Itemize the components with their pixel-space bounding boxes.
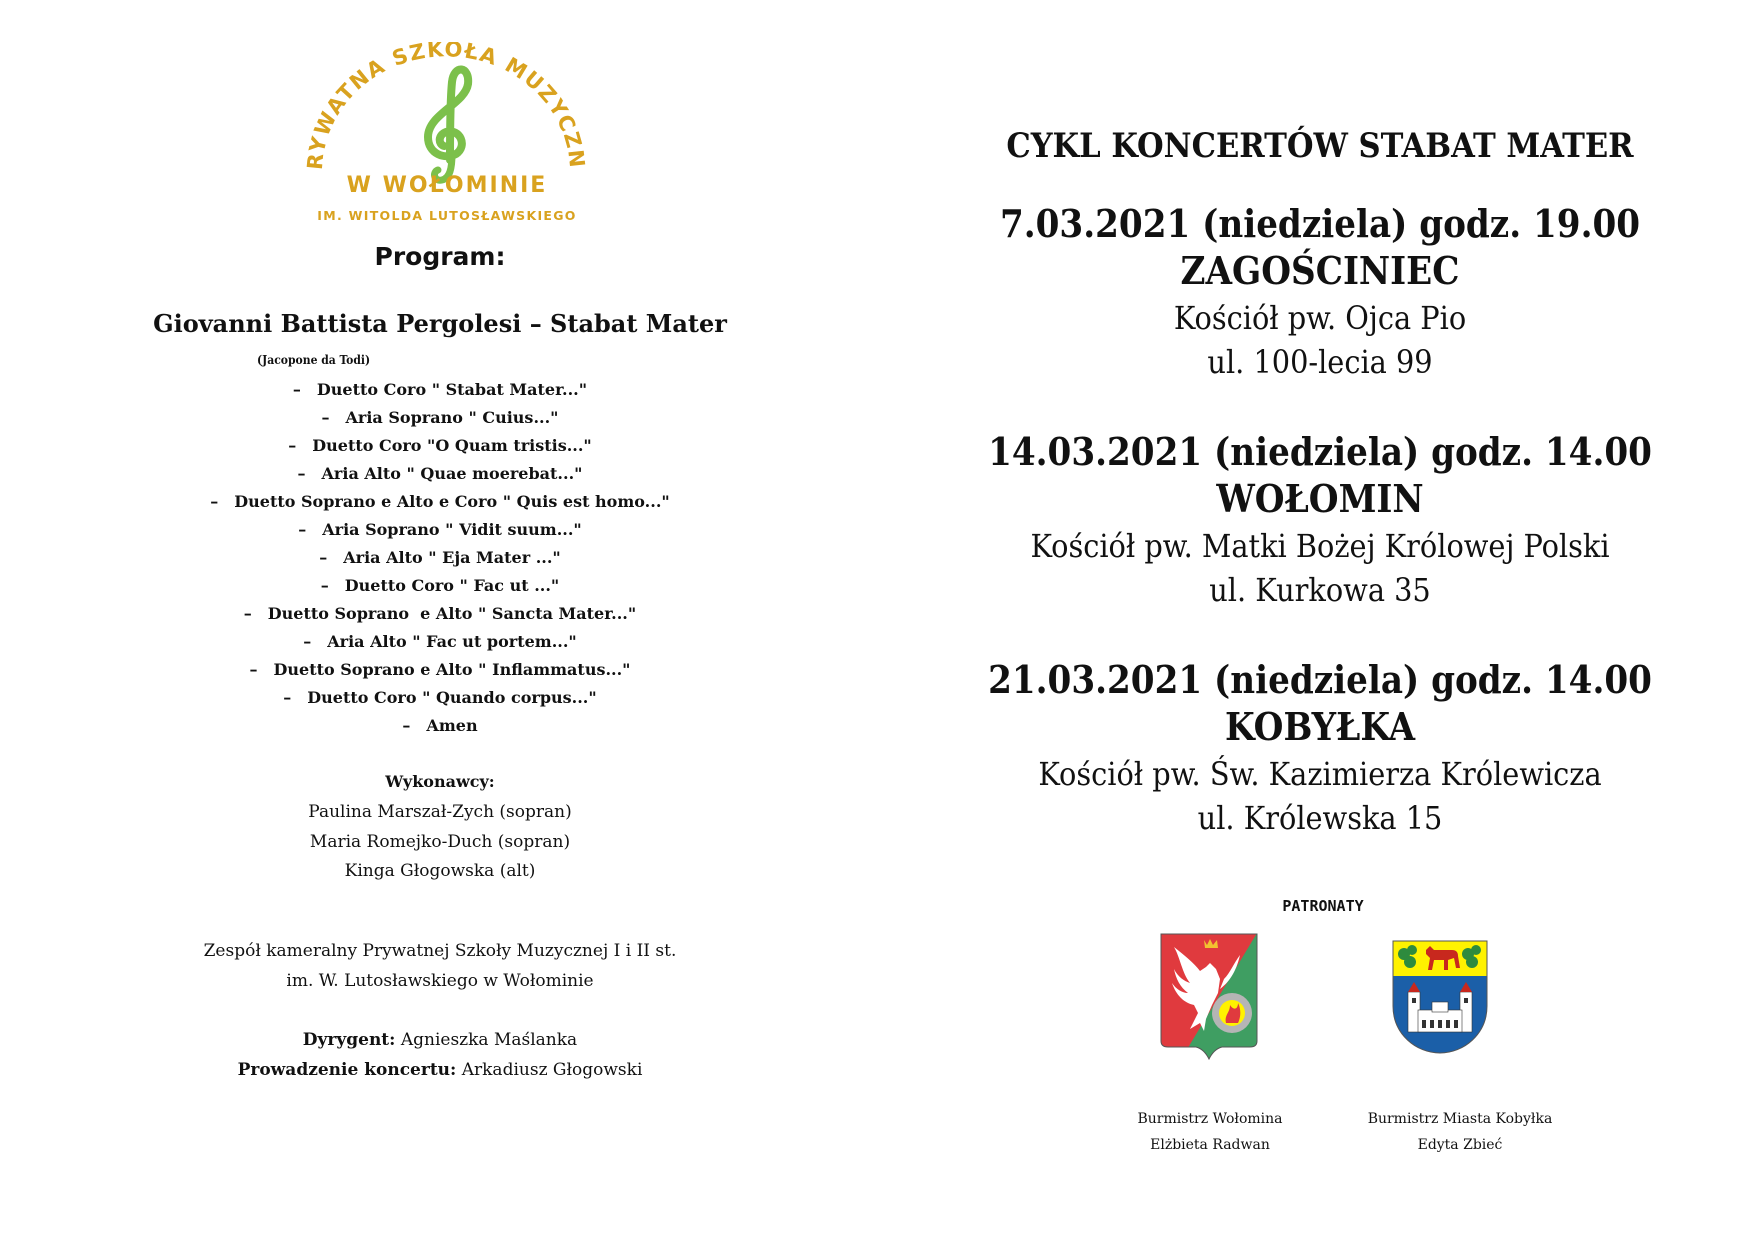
ensemble-line: im. W. Lutosławskiego w Wołominie [286, 970, 594, 991]
patron-title: Burmistrz Miasta Kobyłka [1367, 1111, 1553, 1127]
wolomin-coat-of-arms-icon [1160, 933, 1258, 1061]
school-logo-graphic [300, 42, 595, 227]
series-title: CYKL KONCERTÓW STABAT MATER [1006, 126, 1634, 166]
movement-text: Aria Alto " Eja Mater ..." [343, 548, 561, 567]
movement-text: Duetto Coro " Fac ut ..." [344, 576, 560, 595]
event-date: 7.03.2021 (niedziela) godz. 19.00 [999, 201, 1641, 246]
logo-patron-text: IM. WITOLDA LUTOSŁAWSKIEGO [317, 208, 577, 223]
school-logo [300, 42, 595, 227]
event-date: 21.03.2021 (niedziela) godz. 14.00 [988, 657, 1652, 702]
movement-text: Duetto Coro " Stabat Mater..." [316, 380, 588, 399]
list-dash: – [402, 716, 411, 735]
performer: Kinga Głogowska (alt) [344, 861, 536, 881]
host-line [140, 1055, 740, 1085]
lyricist: (Jacopone da Todi) [257, 353, 371, 367]
list-dash: – [292, 380, 301, 399]
patron-kobylka [1330, 1106, 1590, 1158]
movement-item [100, 488, 780, 516]
performers-list [190, 798, 690, 887]
list-dash: – [303, 632, 312, 651]
list-dash: – [249, 660, 258, 679]
movement-item [100, 516, 780, 544]
movement-item [100, 712, 780, 740]
conductor-label: Dyrygent: [302, 1030, 396, 1050]
list-dash: – [283, 688, 292, 707]
movement-list [100, 376, 780, 740]
movement-text: Duetto Coro " Quando corpus..." [307, 688, 597, 707]
list-dash: – [320, 576, 329, 595]
movement-text: Duetto Coro "O Quam tristis..." [312, 436, 592, 455]
list-dash: – [243, 604, 252, 623]
host-label: Prowadzenie koncertu: [237, 1060, 457, 1080]
movement-text: Duetto Soprano e Alto " Inflammatus..." [273, 660, 631, 679]
treble-clef-icon [428, 69, 468, 180]
movement-item [100, 600, 780, 628]
patron-name: Elżbieta Radwan [1150, 1137, 1270, 1153]
event-address: ul. Królewska 15 [1197, 799, 1443, 837]
list-dash: – [319, 548, 328, 567]
movement-item [100, 628, 780, 656]
event-church: Kościół pw. Ojca Pio [1173, 299, 1467, 337]
movement-text: Amen [426, 716, 478, 735]
movement-item [100, 656, 780, 684]
conductor-name: Agnieszka Maślanka [395, 1030, 578, 1050]
list-dash: – [321, 408, 330, 427]
host-name: Arkadiusz Głogowski [456, 1060, 643, 1080]
event-address: ul. Kurkowa 35 [1209, 571, 1431, 609]
patron-wolomin [1090, 1106, 1330, 1158]
performers-label: Wykonawcy: [385, 772, 495, 791]
movement-text: Aria Soprano " Cuius..." [345, 408, 559, 427]
event-address: ul. 100-lecia 99 [1207, 343, 1433, 381]
list-dash: – [298, 520, 307, 539]
movement-item [100, 460, 780, 488]
list-dash: – [210, 492, 219, 511]
logo-arc-text: RYWATNA SZKOŁA MUZYCZN [302, 42, 590, 171]
event-church: Kościół pw. Św. Kazimierza Królewicza [1038, 755, 1602, 793]
event-church: Kościół pw. Matki Bożej Królowej Polski [1030, 527, 1610, 565]
performer: Paulina Marszał-Zych (sopran) [308, 802, 572, 822]
movement-item [100, 572, 780, 600]
movement-text: Duetto Soprano e Alto e Coro " Quis est homo..." [234, 492, 670, 511]
list-dash: – [288, 436, 297, 455]
movement-text: Duetto Soprano e Alto " Sancta Mater..." [267, 604, 637, 623]
movement-text: Aria Soprano " Vidit suum..." [322, 520, 582, 539]
event-city: KOBYŁKA [1224, 704, 1416, 749]
movement-item [100, 376, 780, 404]
program-heading: Program: [374, 242, 506, 271]
movement-text: Aria Alto " Fac ut portem..." [327, 632, 577, 651]
conductor-line [140, 1025, 740, 1055]
ensemble-info [140, 937, 740, 996]
event-city: WOŁOMIN [1216, 476, 1424, 521]
logo-city-text: W WOŁOMINIE [346, 173, 548, 198]
movement-item [100, 404, 780, 432]
patron-name: Edyta Zbieć [1417, 1137, 1503, 1153]
movement-item [100, 684, 780, 712]
movement-item [100, 544, 780, 572]
list-dash: – [297, 464, 306, 483]
patronage-label: PATRONATY [1282, 897, 1364, 915]
ensemble-line: Zespół kameralny Prywatnej Szkoły Muzycznej I i II st. [203, 941, 677, 961]
movement-item [100, 432, 780, 460]
event-date: 14.03.2021 (niedziela) godz. 14.00 [988, 429, 1652, 474]
kobylka-coat-of-arms-icon [1392, 940, 1488, 1054]
movement-text: Aria Alto " Quae moerebat..." [321, 464, 583, 483]
work-title: Giovanni Battista Pergolesi – Stabat Mater [153, 309, 727, 338]
patron-title: Burmistrz Wołomina [1137, 1111, 1283, 1127]
event-city: ZAGOŚCINIEC [1180, 248, 1460, 293]
performer: Maria Romejko-Duch (sopran) [309, 831, 571, 852]
